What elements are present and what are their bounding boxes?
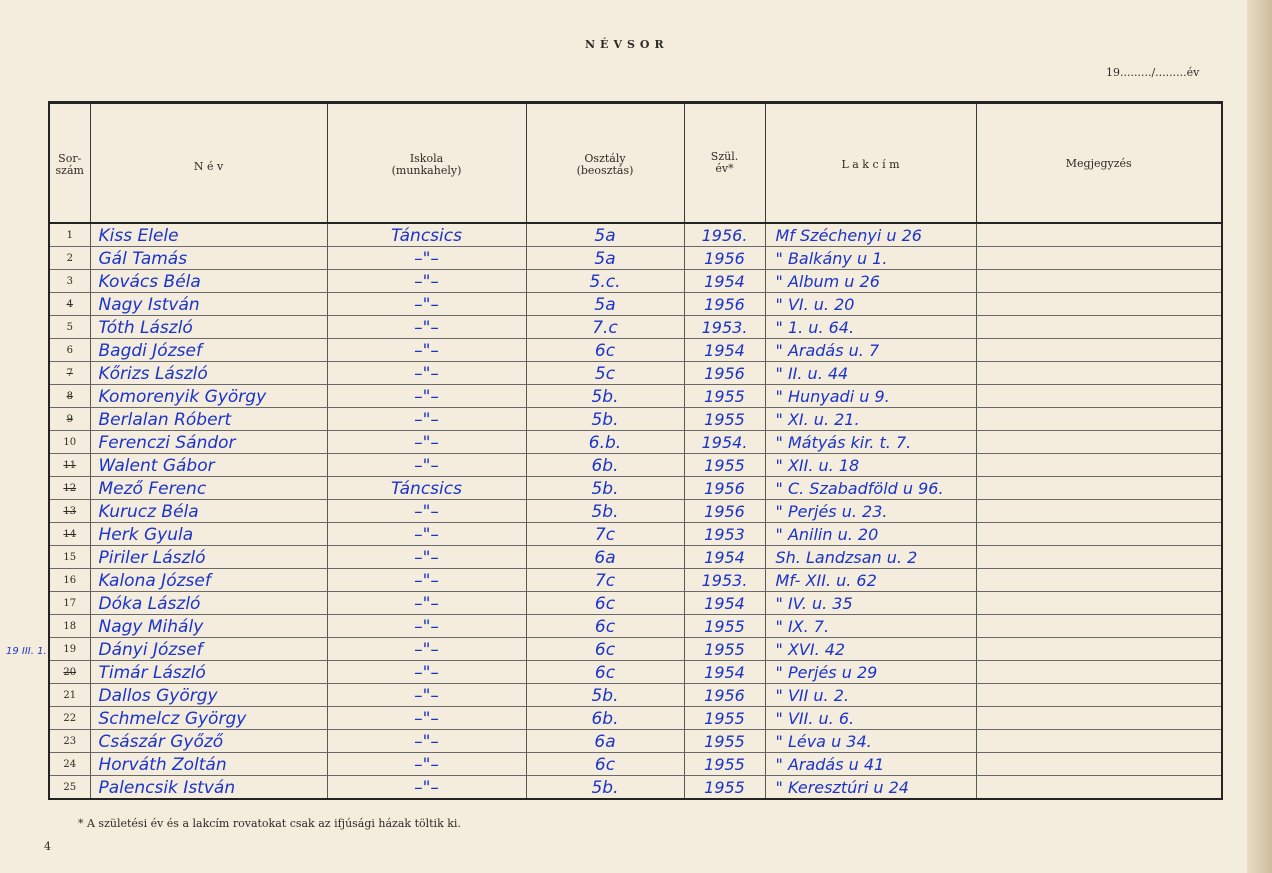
student-name: Walent Gábor bbox=[90, 454, 327, 477]
class-name: 5b. bbox=[526, 408, 684, 431]
address: " Léva u 34. bbox=[765, 730, 976, 753]
class-name: 6c bbox=[526, 592, 684, 615]
class-name: 5b. bbox=[526, 776, 684, 800]
birth-year: 1955 bbox=[684, 638, 765, 661]
student-name: Kurucz Béla bbox=[90, 500, 327, 523]
notes-cell bbox=[976, 753, 1222, 776]
student-name: Kovács Béla bbox=[90, 270, 327, 293]
footnote: * A születési év és a lakcím rovatokat csak az ifjúsági házak töltik ki. bbox=[78, 817, 461, 830]
page-binding bbox=[1247, 0, 1272, 873]
row-number: 21 bbox=[49, 684, 90, 707]
address: " Album u 26 bbox=[765, 270, 976, 293]
notes-cell bbox=[976, 661, 1222, 684]
page-number: 4 bbox=[44, 840, 51, 853]
roster-table bbox=[48, 101, 1223, 800]
birth-year: 1953. bbox=[684, 569, 765, 592]
student-name: Berlalan Róbert bbox=[90, 408, 327, 431]
notes-cell bbox=[976, 500, 1222, 523]
header-class: Osztály (beosztás) bbox=[526, 103, 684, 224]
school-name: Táncsics bbox=[327, 477, 526, 500]
birth-year: 1956 bbox=[684, 247, 765, 270]
notes-cell bbox=[976, 431, 1222, 454]
notes-cell bbox=[976, 638, 1222, 661]
student-name: Palencsik István bbox=[90, 776, 327, 800]
notes-cell bbox=[976, 385, 1222, 408]
school-name: –"– bbox=[327, 431, 526, 454]
class-name: 5b. bbox=[526, 385, 684, 408]
class-name: 5a bbox=[526, 223, 684, 247]
birth-year: 1954 bbox=[684, 592, 765, 615]
birth-year: 1955 bbox=[684, 776, 765, 800]
birth-year: 1954 bbox=[684, 661, 765, 684]
row-number: 15 bbox=[49, 546, 90, 569]
class-name: 5b. bbox=[526, 684, 684, 707]
birth-year: 1954 bbox=[684, 339, 765, 362]
row-number: 14 bbox=[49, 523, 90, 546]
school-name: –"– bbox=[327, 316, 526, 339]
school-name: –"– bbox=[327, 753, 526, 776]
school-name: –"– bbox=[327, 615, 526, 638]
notes-cell bbox=[976, 223, 1222, 247]
school-name: –"– bbox=[327, 592, 526, 615]
school-name: –"– bbox=[327, 362, 526, 385]
address: " VI. u. 20 bbox=[765, 293, 976, 316]
birth-year: 1955 bbox=[684, 730, 765, 753]
school-name: –"– bbox=[327, 339, 526, 362]
address: " Aradás u 41 bbox=[765, 753, 976, 776]
address: " XVI. 42 bbox=[765, 638, 976, 661]
table-row bbox=[49, 270, 1222, 293]
row-number: 4 bbox=[49, 293, 90, 316]
birth-year: 1955 bbox=[684, 408, 765, 431]
student-name: Ferenczi Sándor bbox=[90, 431, 327, 454]
school-name: –"– bbox=[327, 454, 526, 477]
school-name: –"– bbox=[327, 569, 526, 592]
table-row bbox=[49, 661, 1222, 684]
row-number: 13 bbox=[49, 500, 90, 523]
row-number: 17 bbox=[49, 592, 90, 615]
notes-cell bbox=[976, 776, 1222, 800]
year-field: 19........./.........év bbox=[1106, 66, 1200, 79]
table-row bbox=[49, 638, 1222, 661]
school-name: –"– bbox=[327, 730, 526, 753]
row-number: 19 bbox=[49, 638, 90, 661]
student-name: Gál Tamás bbox=[90, 247, 327, 270]
school-name: –"– bbox=[327, 270, 526, 293]
address: " VII u. 2. bbox=[765, 684, 976, 707]
header-notes: Megjegyzés bbox=[976, 103, 1222, 224]
notes-cell bbox=[976, 523, 1222, 546]
table-row bbox=[49, 362, 1222, 385]
notes-cell bbox=[976, 270, 1222, 293]
student-name: Herk Gyula bbox=[90, 523, 327, 546]
address: " Perjés u. 23. bbox=[765, 500, 976, 523]
school-name: –"– bbox=[327, 661, 526, 684]
student-name: Dallos György bbox=[90, 684, 327, 707]
row-number: 24 bbox=[49, 753, 90, 776]
class-name: 6b. bbox=[526, 454, 684, 477]
class-name: 5b. bbox=[526, 500, 684, 523]
table-row bbox=[49, 546, 1222, 569]
class-name: 6c bbox=[526, 661, 684, 684]
header-number: Sor- szám bbox=[49, 103, 90, 224]
school-name: –"– bbox=[327, 247, 526, 270]
row-number: 7 bbox=[49, 362, 90, 385]
address: " 1. u. 64. bbox=[765, 316, 976, 339]
address: " Balkány u 1. bbox=[765, 247, 976, 270]
table-row bbox=[49, 316, 1222, 339]
class-name: 7c bbox=[526, 569, 684, 592]
row-number: 8 bbox=[49, 385, 90, 408]
table-row bbox=[49, 707, 1222, 730]
birth-year: 1955 bbox=[684, 454, 765, 477]
row-number: 1 bbox=[49, 223, 90, 247]
row-number: 9 bbox=[49, 408, 90, 431]
birth-year: 1953 bbox=[684, 523, 765, 546]
address: Sh. Landzsan u. 2 bbox=[765, 546, 976, 569]
header-birth-year: Szül. év* bbox=[684, 103, 765, 224]
school-name: –"– bbox=[327, 293, 526, 316]
school-name: –"– bbox=[327, 684, 526, 707]
class-name: 5c bbox=[526, 362, 684, 385]
row-number: 5 bbox=[49, 316, 90, 339]
class-name: 6c bbox=[526, 615, 684, 638]
table-row bbox=[49, 776, 1222, 800]
address: " XII. u. 18 bbox=[765, 454, 976, 477]
table-row bbox=[49, 454, 1222, 477]
class-name: 6c bbox=[526, 753, 684, 776]
notes-cell bbox=[976, 707, 1222, 730]
header-name: N é v bbox=[90, 103, 327, 224]
school-name: –"– bbox=[327, 546, 526, 569]
table-row bbox=[49, 730, 1222, 753]
notes-cell bbox=[976, 247, 1222, 270]
birth-year: 1956 bbox=[684, 684, 765, 707]
class-name: 7c bbox=[526, 523, 684, 546]
student-name: Nagy Mihály bbox=[90, 615, 327, 638]
birth-year: 1955 bbox=[684, 707, 765, 730]
row-number: 10 bbox=[49, 431, 90, 454]
address: " Mátyás kir. t. 7. bbox=[765, 431, 976, 454]
notes-cell bbox=[976, 615, 1222, 638]
address: " Aradás u. 7 bbox=[765, 339, 976, 362]
table-row bbox=[49, 615, 1222, 638]
student-name: Bagdi József bbox=[90, 339, 327, 362]
row-number: 3 bbox=[49, 270, 90, 293]
student-name: Kőrizs László bbox=[90, 362, 327, 385]
school-name: –"– bbox=[327, 707, 526, 730]
student-name: Piriler László bbox=[90, 546, 327, 569]
school-name: –"– bbox=[327, 500, 526, 523]
table-row bbox=[49, 569, 1222, 592]
student-name: Dányi József bbox=[90, 638, 327, 661]
birth-year: 1956 bbox=[684, 500, 765, 523]
class-name: 5a bbox=[526, 293, 684, 316]
student-name: Császár Győző bbox=[90, 730, 327, 753]
header-school: Iskola (munkahely) bbox=[327, 103, 526, 224]
row-number: 18 bbox=[49, 615, 90, 638]
notes-cell bbox=[976, 477, 1222, 500]
school-name: –"– bbox=[327, 408, 526, 431]
student-name: Nagy István bbox=[90, 293, 327, 316]
notes-cell bbox=[976, 293, 1222, 316]
margin-note: 19 III. 1. bbox=[6, 646, 47, 657]
birth-year: 1954 bbox=[684, 270, 765, 293]
notes-cell bbox=[976, 454, 1222, 477]
address: Mf- XII. u. 62 bbox=[765, 569, 976, 592]
row-number: 20 bbox=[49, 661, 90, 684]
school-name: –"– bbox=[327, 523, 526, 546]
class-name: 6c bbox=[526, 638, 684, 661]
table-row bbox=[49, 223, 1222, 247]
student-name: Schmelcz György bbox=[90, 707, 327, 730]
address: " Keresztúri u 24 bbox=[765, 776, 976, 800]
address: " II. u. 44 bbox=[765, 362, 976, 385]
class-name: 5a bbox=[526, 247, 684, 270]
address: " C. Szabadföld u 96. bbox=[765, 477, 976, 500]
notes-cell bbox=[976, 569, 1222, 592]
birth-year: 1956 bbox=[684, 477, 765, 500]
class-name: 6a bbox=[526, 730, 684, 753]
birth-year: 1954. bbox=[684, 431, 765, 454]
header-row bbox=[49, 103, 1222, 224]
table-row bbox=[49, 339, 1222, 362]
class-name: 5.c. bbox=[526, 270, 684, 293]
birth-year: 1954 bbox=[684, 546, 765, 569]
table-row bbox=[49, 477, 1222, 500]
address: " XI. u. 21. bbox=[765, 408, 976, 431]
birth-year: 1953. bbox=[684, 316, 765, 339]
school-name: Táncsics bbox=[327, 223, 526, 247]
notes-cell bbox=[976, 339, 1222, 362]
row-number: 16 bbox=[49, 569, 90, 592]
address: " Perjés u 29 bbox=[765, 661, 976, 684]
class-name: 6a bbox=[526, 546, 684, 569]
birth-year: 1956 bbox=[684, 362, 765, 385]
table-row bbox=[49, 523, 1222, 546]
table-row bbox=[49, 247, 1222, 270]
table-row bbox=[49, 293, 1222, 316]
student-name: Dóka László bbox=[90, 592, 327, 615]
notes-cell bbox=[976, 684, 1222, 707]
birth-year: 1956. bbox=[684, 223, 765, 247]
row-number: 11 bbox=[49, 454, 90, 477]
student-name: Komorenyik György bbox=[90, 385, 327, 408]
table-row bbox=[49, 385, 1222, 408]
student-name: Horváth Zoltán bbox=[90, 753, 327, 776]
birth-year: 1955 bbox=[684, 753, 765, 776]
table-row bbox=[49, 500, 1222, 523]
row-number: 6 bbox=[49, 339, 90, 362]
birth-year: 1955 bbox=[684, 385, 765, 408]
row-number: 22 bbox=[49, 707, 90, 730]
row-number: 12 bbox=[49, 477, 90, 500]
address: " Hunyadi u 9. bbox=[765, 385, 976, 408]
birth-year: 1956 bbox=[684, 293, 765, 316]
class-name: 7.c bbox=[526, 316, 684, 339]
student-name: Kiss Elele bbox=[90, 223, 327, 247]
row-number: 23 bbox=[49, 730, 90, 753]
class-name: 6b. bbox=[526, 707, 684, 730]
table-row bbox=[49, 753, 1222, 776]
class-name: 6.b. bbox=[526, 431, 684, 454]
notes-cell bbox=[976, 546, 1222, 569]
class-name: 5b. bbox=[526, 477, 684, 500]
header-address: L a k c í m bbox=[765, 103, 976, 224]
school-name: –"– bbox=[327, 776, 526, 800]
address: " VII. u. 6. bbox=[765, 707, 976, 730]
address: " IX. 7. bbox=[765, 615, 976, 638]
table-row bbox=[49, 684, 1222, 707]
student-name: Tóth László bbox=[90, 316, 327, 339]
student-name: Mező Ferenc bbox=[90, 477, 327, 500]
school-name: –"– bbox=[327, 638, 526, 661]
table-row bbox=[49, 408, 1222, 431]
table-row bbox=[49, 592, 1222, 615]
school-name: –"– bbox=[327, 385, 526, 408]
row-number: 2 bbox=[49, 247, 90, 270]
table-row bbox=[49, 431, 1222, 454]
student-name: Kalona József bbox=[90, 569, 327, 592]
notes-cell bbox=[976, 362, 1222, 385]
address: " Anilin u. 20 bbox=[765, 523, 976, 546]
page-title: NÉVSOR bbox=[585, 38, 669, 51]
notes-cell bbox=[976, 408, 1222, 431]
address: Mf Széchenyi u 26 bbox=[765, 223, 976, 247]
class-name: 6c bbox=[526, 339, 684, 362]
notes-cell bbox=[976, 730, 1222, 753]
address: " IV. u. 35 bbox=[765, 592, 976, 615]
student-name: Timár László bbox=[90, 661, 327, 684]
birth-year: 1955 bbox=[684, 615, 765, 638]
notes-cell bbox=[976, 316, 1222, 339]
row-number: 25 bbox=[49, 776, 90, 800]
notes-cell bbox=[976, 592, 1222, 615]
roster-body bbox=[49, 223, 1222, 799]
